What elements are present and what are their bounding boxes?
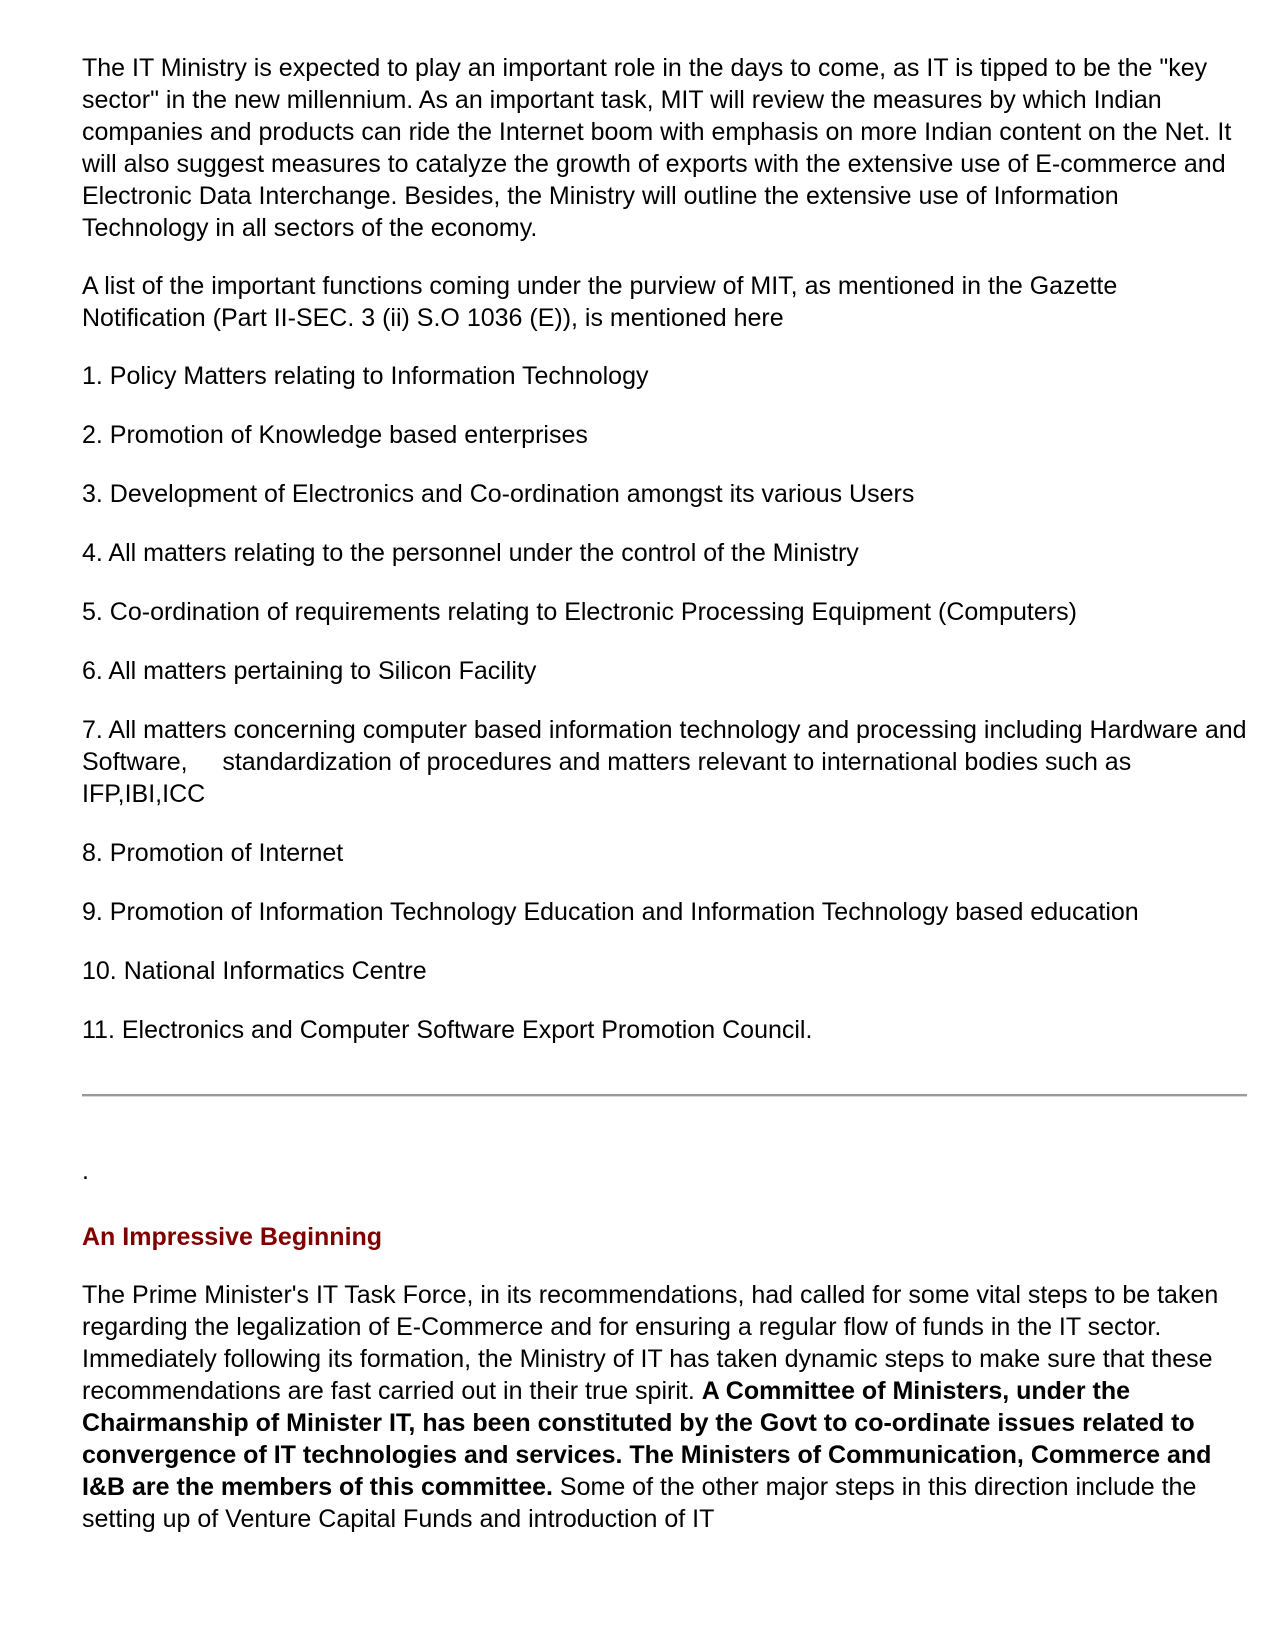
function-item: 6. All matters pertaining to Silicon Facility xyxy=(82,657,537,685)
function-item: 11. Electronics and Computer Software Export Promotion Council. xyxy=(82,1016,813,1044)
horizontal-divider xyxy=(82,1094,1247,1097)
function-item: 10. National Informatics Centre xyxy=(82,957,427,985)
function-item: 3. Development of Electronics and Co-ordination amongst its various Users xyxy=(82,480,915,508)
section-paragraph xyxy=(82,1279,1247,1535)
section-heading: An Impressive Beginning xyxy=(82,1223,383,1251)
separator-dot: . xyxy=(82,1157,89,1185)
section-text-end: Some of the other major steps in this direction include the setting up of Venture Capital Funds and introduction of IT xyxy=(82,1473,1197,1533)
section-text-bold: A Committee of Ministers, under the Chairmanship of Minister IT, has been constituted by the Govt to co-ordinate issues related to convergence of IT technologies and services. The Ministers of Communication, Commerce and I&B are the members of this committee. xyxy=(82,1377,1212,1501)
intro-paragraph-2: A list of the important functions coming under the purview of MIT, as mentioned in the Gazette Notification (Part II-SEC. 3 (ii) S.O 1036 (E)), is mentioned here xyxy=(82,272,1118,332)
function-item: 5. Co-ordination of requirements relating to Electronic Processing Equipment (Computers) xyxy=(82,598,1077,626)
function-item: 8. Promotion of Internet xyxy=(82,839,344,867)
function-item: 2. Promotion of Knowledge based enterprises xyxy=(82,421,588,449)
functions-list xyxy=(82,360,1254,1046)
function-item: 1. Policy Matters relating to Information Technology xyxy=(82,362,649,390)
intro-paragraph-1: The IT Ministry is expected to play an important role in the days to come, as IT is tipped to be the "key sector" in the new millennium. As an important task, MIT will review the measures by which Indian companies and products can ride the Internet boom with emphasis on more Indian content on the Net. It will also suggest measures to catalyze the growth of exports with the extensive use of E-commerce and Electronic Data Interchange. Besides, the Ministry will outline the extensive use of Information Technology in all sectors of the economy. xyxy=(82,54,1232,242)
function-item: 4. All matters relating to the personnel under the control of the Ministry xyxy=(82,539,859,567)
function-item: 9. Promotion of Information Technology Education and Information Technology based education xyxy=(82,898,1139,926)
section-text-start: The Prime Minister's IT Task Force, in its recommendations, had called for some vital steps to be taken regarding the legalization of E-Commerce and for ensuring a regular flow of funds in the IT sector. Immediately following its formation, the Ministry of IT has taken dynamic steps to make sure that these recommendations are fast carried out in their true spirit. xyxy=(82,1281,1219,1405)
document-page xyxy=(82,52,1254,1561)
function-item: 7. All matters concerning computer based information technology and processing including Hardware and Software, standardization of procedures and matters relevant to international bodies such as IFP,IBI,ICC xyxy=(82,716,1254,808)
